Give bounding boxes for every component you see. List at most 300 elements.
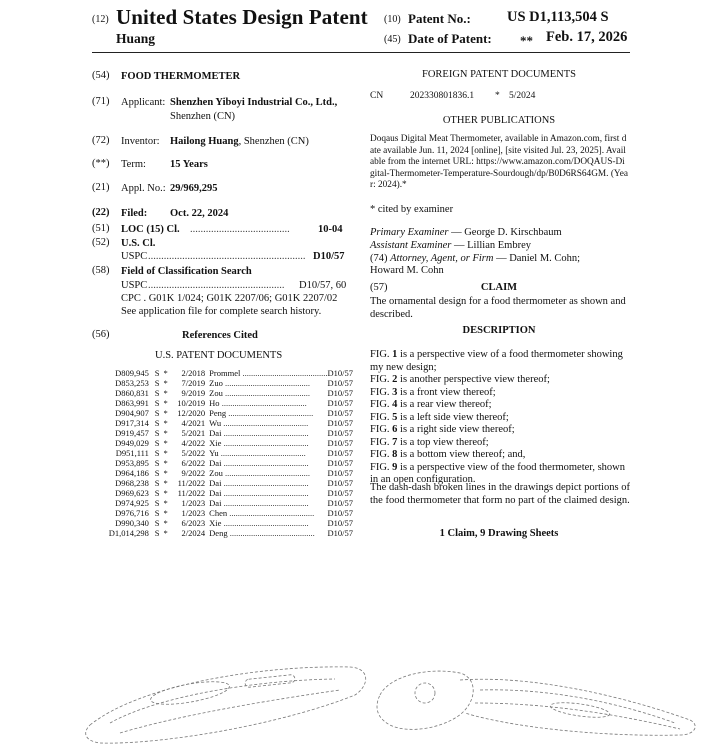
ref-leader: ........................................ xyxy=(221,518,309,528)
code-52: (52) xyxy=(92,237,110,248)
uspc-label: USPC xyxy=(121,251,148,262)
reference-row xyxy=(103,458,353,468)
fig-text: is another perspective view thereof; xyxy=(397,374,550,385)
ref-date-text: 9/2019 xyxy=(181,388,206,398)
ref-kind-text: S xyxy=(154,518,160,528)
fig-prefix: FIG. xyxy=(370,349,393,360)
ref-star-text: * xyxy=(163,528,168,538)
appl-label: Appl. No.: xyxy=(121,183,166,194)
term-value: 15 Years xyxy=(170,159,208,170)
foreign-country: CN xyxy=(370,91,384,101)
ref-number-text: D990,340 xyxy=(115,518,149,528)
appl-value: 29/969,295 xyxy=(170,183,218,194)
ref-class xyxy=(328,378,354,388)
ref-star-text: * xyxy=(163,448,168,458)
ref-number-text: D917,314 xyxy=(115,418,149,428)
ref-leader: ........................................ xyxy=(218,448,306,458)
date-label: Date of Patent: xyxy=(408,31,492,46)
figure-description xyxy=(370,412,630,425)
attorney-name-2: Howard M. Cohn xyxy=(370,265,444,276)
ref-date xyxy=(170,468,209,478)
attorney-label: Attorney, Agent, or Firm xyxy=(390,253,494,264)
ref-star-text: * xyxy=(163,428,168,438)
fig-text: is a perspective view of the food thermometer, shown in an open configuration. xyxy=(370,461,626,485)
ref-name xyxy=(209,438,327,448)
ref-class-text: D10/57 xyxy=(327,368,353,378)
ref-number xyxy=(103,468,153,478)
ref-star xyxy=(161,508,169,518)
ref-date-text: 7/2019 xyxy=(181,378,206,388)
reference-row xyxy=(103,368,353,378)
ref-kind-text: S xyxy=(154,438,160,448)
ref-leader: ........................................ xyxy=(227,508,315,518)
code-10: (10) xyxy=(384,14,401,25)
ref-name-text: Dai xyxy=(209,488,222,498)
ref-number-text: D860,831 xyxy=(115,388,149,398)
ref-star xyxy=(161,498,169,508)
ref-name xyxy=(209,408,327,418)
ref-class-text: D10/57 xyxy=(327,388,353,398)
reference-row xyxy=(103,508,353,518)
ref-date-text: 2/2018 xyxy=(181,368,206,378)
ref-star-text: * xyxy=(163,408,168,418)
fig-prefix: FIG. xyxy=(370,436,393,448)
ref-date-text: 1/2023 xyxy=(181,508,206,518)
ref-date xyxy=(170,488,209,498)
ref-number xyxy=(103,508,153,518)
ref-number xyxy=(103,488,153,498)
claims-sheets: 1 Claim, 9 Drawing Sheets xyxy=(439,528,559,539)
ref-star-text: * xyxy=(163,518,168,528)
ref-number-text: D974,925 xyxy=(115,498,149,508)
fig-prefix: FIG. xyxy=(370,386,393,398)
ref-date xyxy=(170,438,209,448)
code-58: (58) xyxy=(92,265,110,276)
ref-kind-text: S xyxy=(154,468,160,478)
inventor-name: Hailong Huang xyxy=(170,136,239,147)
ref-class xyxy=(328,388,354,398)
primary-examiner-label: Primary Examiner xyxy=(370,227,449,238)
ref-number xyxy=(103,398,153,408)
date-stars: ** xyxy=(520,33,533,48)
ref-class-text: D10/57 xyxy=(327,448,353,458)
thermometer-drawing xyxy=(80,655,710,745)
ref-number-text: D809,945 xyxy=(115,368,149,378)
field-cpc: CPC . G01K 1/024; G01K 2207/06; G01K 2207/02 xyxy=(121,293,338,304)
reference-row xyxy=(103,488,353,498)
ref-date-text: 6/2023 xyxy=(181,518,206,528)
ref-star xyxy=(161,388,169,398)
ref-class xyxy=(328,418,354,428)
claim-label: CLAIM xyxy=(480,282,518,293)
ref-class-text: D10/57 xyxy=(327,428,353,438)
ref-number xyxy=(103,428,153,438)
inventor-surname: Huang xyxy=(116,31,156,46)
ref-kind-text: S xyxy=(154,528,160,538)
ref-number-text: D969,623 xyxy=(115,488,149,498)
filed-value: Oct. 22, 2024 xyxy=(170,208,229,219)
ref-date-text: 6/2022 xyxy=(181,458,206,468)
fig-prefix: FIG. xyxy=(370,411,393,423)
fig-number: 7 xyxy=(392,436,398,448)
patent-no-label: Patent No.: xyxy=(408,11,471,26)
ref-date-text: 1/2023 xyxy=(181,498,206,508)
ref-name-text: Deng xyxy=(209,528,228,538)
ref-number xyxy=(103,478,153,488)
figure-description xyxy=(370,387,630,400)
ref-star-text: * xyxy=(163,458,168,468)
ref-leader: ........................................ xyxy=(221,488,309,498)
ref-class xyxy=(328,528,354,538)
ref-star-text: * xyxy=(163,398,168,408)
ref-star-text: * xyxy=(163,368,168,378)
ref-star xyxy=(161,368,169,378)
ref-name-text: Peng xyxy=(209,408,227,418)
figure-description xyxy=(370,449,630,462)
ref-date-text: 2/2024 xyxy=(181,528,206,538)
ref-date xyxy=(170,378,209,388)
ref-star-text: * xyxy=(163,488,168,498)
ref-kind-text: S xyxy=(154,408,160,418)
ref-date xyxy=(170,448,209,458)
ref-number-text: D949,029 xyxy=(115,438,149,448)
ref-name-text: Prommel xyxy=(209,368,241,378)
code-51: (51) xyxy=(92,223,110,234)
reference-row xyxy=(103,418,353,428)
ref-star-text: * xyxy=(163,418,168,428)
applicant-label: Applicant: xyxy=(121,97,166,108)
ref-date xyxy=(170,418,209,428)
ref-number-text: D853,253 xyxy=(115,378,149,388)
ref-name xyxy=(209,488,327,498)
figure-list xyxy=(370,349,630,487)
ref-star xyxy=(161,488,169,498)
ref-kind-text: S xyxy=(154,398,160,408)
fig-text: is a front view thereof; xyxy=(397,386,496,398)
ref-name-text: Dai xyxy=(209,428,222,438)
field-label: Field of Classification Search xyxy=(121,266,252,277)
code-21: (21) xyxy=(92,182,110,193)
ref-kind-text: S xyxy=(154,508,160,518)
ref-date-text: 11/2022 xyxy=(177,488,206,498)
ref-number xyxy=(103,518,153,528)
field-history: See application file for complete search history. xyxy=(121,306,322,317)
ref-kind xyxy=(153,468,162,478)
ref-number xyxy=(103,378,153,388)
ref-class xyxy=(328,468,354,478)
ref-number xyxy=(103,458,153,468)
ref-number-text: D976,716 xyxy=(115,508,149,518)
primary-examiner-name: — George D. Kirschbaum xyxy=(448,227,562,238)
fig-prefix: FIG. xyxy=(370,374,393,385)
patent-number: US D1,113,504 S xyxy=(507,9,609,25)
ref-class-text: D10/57 xyxy=(327,418,353,428)
ref-class xyxy=(328,508,354,518)
ref-name xyxy=(209,518,327,528)
cited-note: * cited by examiner xyxy=(370,204,454,215)
fig-number: 6 xyxy=(392,424,398,435)
ref-leader: ........................................ xyxy=(219,398,307,408)
ref-date xyxy=(170,368,209,378)
ref-star xyxy=(161,458,169,468)
fig-number: 1 xyxy=(392,349,398,360)
ref-date xyxy=(170,408,209,418)
ref-name xyxy=(209,528,327,538)
fig-number: 2 xyxy=(392,374,398,385)
ref-name xyxy=(209,418,327,428)
ref-name-text: Dai xyxy=(209,458,222,468)
ref-star-text: * xyxy=(163,378,168,388)
ref-name-text: Dai xyxy=(209,478,222,488)
claim-text: The ornamental design for a food thermometer as shown and described. xyxy=(370,296,626,320)
ref-star-text: * xyxy=(163,468,168,478)
ref-name xyxy=(209,458,327,468)
ref-number-text: D919,457 xyxy=(115,428,149,438)
ref-kind-text: S xyxy=(154,388,160,398)
ref-class xyxy=(328,478,354,488)
header-rule xyxy=(92,52,630,53)
reference-row xyxy=(103,528,353,538)
ref-kind xyxy=(153,418,162,428)
reference-row xyxy=(103,438,353,448)
foreign-number: 202330801836.1 xyxy=(410,91,475,101)
term-label: Term: xyxy=(121,159,146,170)
ref-class-text: D10/57 xyxy=(327,408,353,418)
ref-name-text: Zuo xyxy=(209,378,223,388)
applicant-city: Shenzhen (CN) xyxy=(170,111,236,122)
ref-date xyxy=(170,528,209,538)
fig-prefix: FIG. xyxy=(370,424,393,435)
ref-star xyxy=(161,468,169,478)
ref-star xyxy=(161,518,169,528)
ref-date-text: 11/2022 xyxy=(177,478,206,488)
ref-date xyxy=(170,498,209,508)
ref-leader: ........................................ xyxy=(221,498,309,508)
ref-date-text: 10/2019 xyxy=(177,398,206,408)
ref-name xyxy=(209,468,327,478)
ref-star xyxy=(161,448,169,458)
ref-star-text: * xyxy=(163,498,168,508)
code-71: (71) xyxy=(92,96,110,107)
ref-leader: ........................................ xyxy=(221,478,309,488)
ref-class xyxy=(328,458,354,468)
ref-kind xyxy=(153,518,162,528)
uspc-value: D10/57 xyxy=(313,251,345,262)
ref-kind xyxy=(153,488,162,498)
fig-text: is a right side view thereof; xyxy=(397,424,515,435)
ref-star xyxy=(161,428,169,438)
fig-text: is a left side view thereof; xyxy=(397,411,509,423)
ref-class-text: D10/57 xyxy=(327,518,353,528)
references-table xyxy=(103,368,353,538)
ref-date xyxy=(170,398,209,408)
ref-leader: ........................................ xyxy=(221,438,309,448)
ref-number-text: D863,991 xyxy=(115,398,149,408)
ref-kind xyxy=(153,498,162,508)
fig-prefix: FIG. xyxy=(370,449,393,460)
ref-leader: ........................................ xyxy=(226,408,314,418)
ref-kind-text: S xyxy=(154,368,160,378)
other-pubs-label: OTHER PUBLICATIONS xyxy=(442,115,556,126)
ref-kind-text: S xyxy=(154,458,160,468)
foreign-date: 5/2024 xyxy=(509,91,536,101)
ref-kind xyxy=(153,398,162,408)
fig-number: 8 xyxy=(392,449,398,460)
ref-name-text: Xie xyxy=(209,438,222,448)
ref-date-text: 9/2022 xyxy=(181,468,206,478)
ref-kind xyxy=(153,428,162,438)
ref-class-text: D10/57 xyxy=(327,528,353,538)
ref-class-text: D10/57 xyxy=(327,488,353,498)
code-22: (22) xyxy=(92,207,110,218)
ref-kind xyxy=(153,458,162,468)
ref-star xyxy=(161,408,169,418)
reference-row xyxy=(103,388,353,398)
ref-kind xyxy=(153,528,162,538)
ref-name-text: Wu xyxy=(209,418,222,428)
ref-star xyxy=(161,378,169,388)
reference-row xyxy=(103,408,353,418)
ref-name-text: Zou xyxy=(209,388,223,398)
ref-name xyxy=(209,448,327,458)
ref-star xyxy=(161,528,169,538)
ref-leader: ........................................ xyxy=(222,378,310,388)
other-pubs-text: Doqaus Digital Meat Thermometer, available in Amazon.com, first date available Jun. 11, 2024 [online], [site visited Jul. 23, 2025]. Available from the internet URL: https://www.amazon.com/DOQAUS-Digital-Thermometer-Temperature-Sourdough/dp/B0D6RS64GM. (Year: 2024).* xyxy=(370,134,628,190)
fig-text: is a perspective view of a food thermometer showing my new design; xyxy=(370,349,623,373)
ref-number xyxy=(103,418,153,428)
ref-star-text: * xyxy=(163,478,168,488)
ref-date xyxy=(170,508,209,518)
ref-date-text: 5/2022 xyxy=(181,448,206,458)
ref-kind xyxy=(153,448,162,458)
reference-row xyxy=(103,448,353,458)
dash-note: The dash-dash broken lines in the drawings depict portions of the food thermometer that form no part of the claimed design. xyxy=(370,482,630,506)
ref-date-text: 5/2021 xyxy=(181,428,206,438)
reference-row xyxy=(103,498,353,508)
fig-text: is a bottom view thereof; and, xyxy=(397,449,526,460)
ref-number-text: D968,238 xyxy=(115,478,149,488)
filed-label: Filed: xyxy=(121,208,148,219)
ref-class xyxy=(328,518,354,528)
ref-name xyxy=(209,508,327,518)
ref-star-text: * xyxy=(163,438,168,448)
fig-number: 5 xyxy=(392,411,398,423)
ref-leader: ........................................ xyxy=(240,368,328,378)
ref-class-text: D10/57 xyxy=(327,378,353,388)
ref-kind xyxy=(153,388,162,398)
ref-number xyxy=(103,438,153,448)
ref-kind xyxy=(153,408,162,418)
ref-date xyxy=(170,518,209,528)
ref-kind-text: S xyxy=(154,478,160,488)
attorney-name: — Daniel M. Cohn; xyxy=(493,253,581,264)
figure-description xyxy=(370,424,630,437)
ref-kind xyxy=(153,438,162,448)
figure-description xyxy=(370,437,630,450)
ref-class-text: D10/57 xyxy=(327,498,353,508)
ref-leader: ........................................ xyxy=(222,468,310,478)
refs-label: References Cited xyxy=(182,330,258,341)
reference-row xyxy=(103,468,353,478)
fig-text: is a rear view thereof; xyxy=(397,399,492,410)
assistant-examiner xyxy=(370,240,531,253)
ref-name-text: Yu xyxy=(209,448,219,458)
ref-star-text: * xyxy=(163,508,168,518)
ref-date-text: 4/2021 xyxy=(181,418,206,428)
ref-star-text: * xyxy=(163,388,168,398)
code-45: (45) xyxy=(384,34,401,45)
ref-class-text: D10/57 xyxy=(327,438,353,448)
ref-star xyxy=(161,438,169,448)
code-74: (74) xyxy=(370,253,388,264)
assistant-examiner-name: — Lillian Embrey xyxy=(451,240,531,251)
ref-number xyxy=(103,498,153,508)
ref-number-text: D1,014,298 xyxy=(108,528,149,538)
ref-class xyxy=(328,498,354,508)
ref-kind-text: S xyxy=(154,488,160,498)
figure-description xyxy=(370,349,630,374)
patent-date: Feb. 17, 2026 xyxy=(546,29,628,45)
ref-class-text: D10/57 xyxy=(327,468,353,478)
ref-number xyxy=(103,408,153,418)
ref-class-text: D10/57 xyxy=(327,508,353,518)
document-title: United States Design Patent xyxy=(116,5,368,29)
fig-text: is a top view thereof; xyxy=(397,436,489,448)
uspc-dots: ............................................................ xyxy=(148,251,306,262)
ref-star xyxy=(161,478,169,488)
ref-class xyxy=(328,408,354,418)
ref-leader: ........................................ xyxy=(227,528,315,538)
ref-class xyxy=(328,438,354,448)
ref-star xyxy=(161,418,169,428)
us-cl-label: U.S. Cl. xyxy=(121,238,156,249)
code-term: (**) xyxy=(92,158,110,169)
ref-number-text: D951,111 xyxy=(115,448,149,458)
ref-kind xyxy=(153,368,162,378)
ref-name xyxy=(209,398,327,408)
ref-number xyxy=(103,368,153,378)
primary-examiner xyxy=(370,227,562,240)
ref-name xyxy=(209,478,327,488)
figure-description xyxy=(370,374,630,387)
assistant-examiner-label: Assistant Examiner xyxy=(370,240,452,251)
inventor-label: Inventor: xyxy=(121,136,160,147)
code-56: (56) xyxy=(92,329,110,340)
ref-name xyxy=(209,388,327,398)
ref-date-text: 4/2022 xyxy=(181,438,206,448)
reference-row xyxy=(103,378,353,388)
ref-date xyxy=(170,388,209,398)
ref-kind-text: S xyxy=(154,498,160,508)
loc-label: LOC (15) Cl. xyxy=(121,224,180,235)
code-72: (72) xyxy=(92,135,110,146)
ref-date xyxy=(170,478,209,488)
ref-name-text: Dai xyxy=(209,498,222,508)
ref-number xyxy=(103,448,153,458)
ref-leader: ........................................ xyxy=(221,418,309,428)
ref-number xyxy=(103,388,153,398)
fig-number: 4 xyxy=(392,399,398,410)
ref-name-text: Xie xyxy=(209,518,222,528)
field-uspc-label: USPC xyxy=(121,280,148,291)
ref-date xyxy=(170,458,209,468)
ref-class-text: D10/57 xyxy=(327,458,353,468)
ref-leader: ........................................ xyxy=(222,388,310,398)
ref-kind-text: S xyxy=(154,428,160,438)
fig-prefix: FIG. xyxy=(370,461,393,473)
ref-kind xyxy=(153,508,162,518)
ref-class xyxy=(328,488,354,498)
